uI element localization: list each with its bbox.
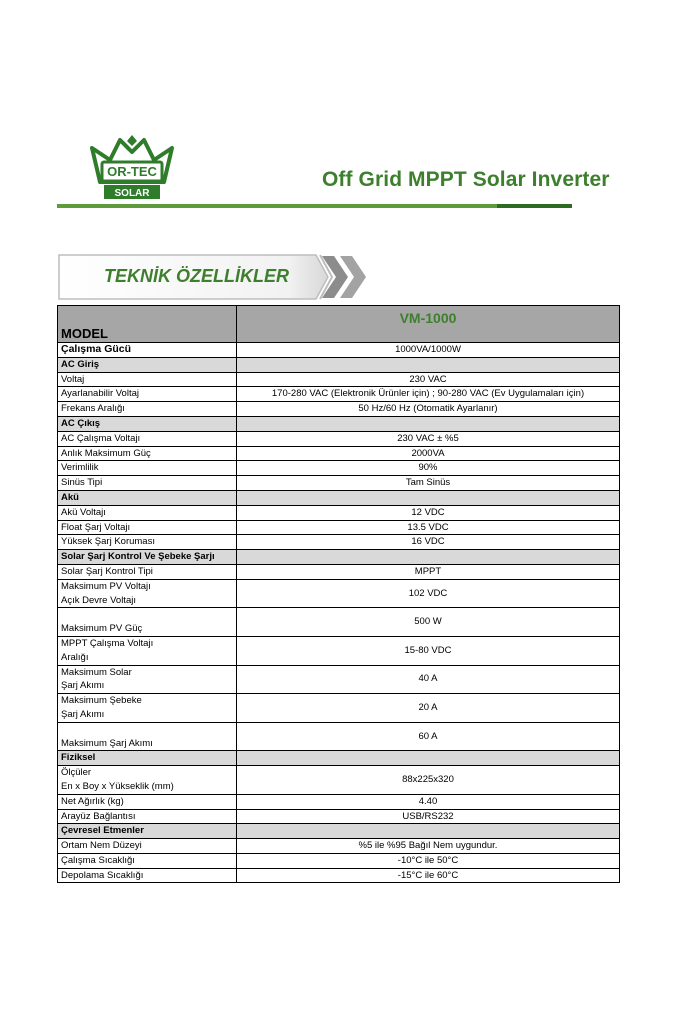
spec-value: USB/RS232 (237, 809, 620, 824)
spec-label (58, 564, 237, 579)
spec-label-line: Şarj Akımı (61, 680, 105, 692)
spec-label (58, 372, 237, 387)
spec-value: 230 VAC ± %5 (237, 431, 620, 446)
spec-label (58, 431, 237, 446)
category-filler (237, 416, 620, 431)
category-row (58, 416, 620, 431)
spec-label (58, 608, 237, 637)
spec-label-line: Çalışma Sıcaklığı (61, 854, 135, 866)
spec-label-line: Sinüs Tipi (61, 477, 103, 489)
spec-label (58, 766, 237, 795)
spec-row (58, 446, 620, 461)
logo-text-bottom: SOLAR (114, 188, 150, 199)
spec-label (58, 839, 237, 854)
category-label: Solar Şarj Kontrol Ve Şebeke Şarjı (58, 550, 237, 565)
category-label: Çevresel Etmenler (58, 824, 237, 839)
spec-label-line: Maksimum Solar (61, 666, 132, 678)
spec-value: 500 W (237, 608, 620, 637)
or-tec-solar-logo (88, 132, 176, 204)
spec-label-line: Aralığı (61, 651, 89, 663)
category-filler (237, 357, 620, 372)
spec-value: MPPT (237, 564, 620, 579)
spec-label-line: Maksimum PV Güç (61, 623, 143, 635)
spec-label-line: Float Şarj Voltajı (61, 521, 131, 533)
spec-label (58, 505, 237, 520)
spec-row (58, 476, 620, 491)
spec-label-line: Maksimum Şarj Akımı (61, 737, 153, 749)
spec-label-line: Anlık Maksimum Güç (61, 447, 151, 459)
spec-row (58, 665, 620, 694)
spec-row (58, 839, 620, 854)
spec-label (58, 520, 237, 535)
spec-label-line: En x Boy x Yükseklik (mm) (61, 780, 174, 792)
spec-value: 4.40 (237, 794, 620, 809)
spec-value: 40 A (237, 665, 620, 694)
category-label: Akü (58, 490, 237, 505)
header-divider (57, 204, 572, 208)
spec-value: 90% (237, 461, 620, 476)
model-label: MODEL (58, 306, 237, 343)
spec-label-line: Depolama Sıcaklığı (61, 869, 144, 881)
model-row (58, 306, 620, 343)
spec-value: %5 ile %95 Bağıl Nem uygundur. (237, 839, 620, 854)
spec-label-line: Verimlilik (61, 462, 99, 474)
spec-row (58, 402, 620, 417)
spec-label (58, 809, 237, 824)
spec-row (58, 579, 620, 608)
spec-value: -15°C ile 60°C (237, 868, 620, 883)
spec-label (58, 794, 237, 809)
spec-label-line: Frekans Aralığı (61, 403, 125, 415)
spec-label-line: Maksimum PV Voltajı (61, 580, 151, 592)
spec-label-line: Yüksek Şarj Koruması (61, 536, 155, 548)
spec-value: 88x225x320 (237, 766, 620, 795)
category-label: AC Giriş (58, 357, 237, 372)
spec-label-line: MPPT Çalışma Voltajı (61, 637, 154, 649)
spec-label-line: Arayüz Bağlantısı (61, 810, 136, 822)
category-row (58, 824, 620, 839)
category-filler (237, 550, 620, 565)
spec-row (58, 809, 620, 824)
spec-value: 15-80 VDC (237, 636, 620, 665)
spec-label-line: Voltaj (61, 373, 85, 385)
spec-label (58, 446, 237, 461)
spec-row (58, 520, 620, 535)
spec-row (58, 766, 620, 795)
power-row (58, 343, 620, 358)
spec-label-line (61, 723, 233, 737)
spec-row (58, 431, 620, 446)
spec-value: 50 Hz/60 Hz (Otomatik Ayarlanır) (237, 402, 620, 417)
spec-value: 60 A (237, 722, 620, 751)
spec-label-line: Net Ağırlık (kg) (61, 795, 124, 807)
section-title: TEKNİK ÖZELLİKLER (104, 266, 289, 286)
category-label: Fiziksel (58, 751, 237, 766)
spec-row (58, 868, 620, 883)
spec-label-line: Ayarlanabilir Voltaj (61, 388, 139, 400)
spec-label-line: Ölçüler (61, 767, 92, 779)
spec-row (58, 372, 620, 387)
spec-value: 13.5 VDC (237, 520, 620, 535)
spec-label-line: Maksimum Şebeke (61, 695, 142, 707)
spec-label (58, 476, 237, 491)
spec-label-line: Solar Şarj Kontrol Tipi (61, 565, 153, 577)
spec-label (58, 461, 237, 476)
spec-row (58, 608, 620, 637)
page-title: Off Grid MPPT Solar Inverter (322, 168, 610, 191)
spec-label-line: Açık Devre Voltajı (61, 594, 136, 606)
spec-value: 12 VDC (237, 505, 620, 520)
spec-label-line: AC Çalışma Voltajı (61, 432, 141, 444)
spec-row (58, 694, 620, 723)
spec-value: 230 VAC (237, 372, 620, 387)
spec-row (58, 636, 620, 665)
spec-label (58, 579, 237, 608)
spec-row (58, 853, 620, 868)
category-row (58, 490, 620, 505)
spec-label (58, 853, 237, 868)
spec-label (58, 868, 237, 883)
spec-label-line: Şarj Akımı (61, 708, 105, 720)
spec-label-line (61, 608, 233, 622)
category-label: AC Çıkış (58, 416, 237, 431)
category-filler (237, 824, 620, 839)
spec-row (58, 461, 620, 476)
spec-label (58, 722, 237, 751)
model-value: VM-1000 (237, 306, 620, 343)
category-filler (237, 751, 620, 766)
spec-label (58, 387, 237, 402)
spec-value: 20 A (237, 694, 620, 723)
power-label: Çalışma Gücü (58, 343, 237, 358)
spec-label (58, 694, 237, 723)
category-filler (237, 490, 620, 505)
spec-row (58, 387, 620, 402)
spec-value: -10°C ile 50°C (237, 853, 620, 868)
spec-label (58, 636, 237, 665)
category-row (58, 357, 620, 372)
spec-value: 170-280 VAC (Elektronik Ürünler için) ; 90-280 VAC (Ev Uygulamaları için) (237, 387, 620, 402)
spec-row (58, 505, 620, 520)
spec-row (58, 564, 620, 579)
logo-text-top: OR-TEC (107, 164, 157, 179)
category-row (58, 550, 620, 565)
header-divider-accent (497, 204, 572, 208)
spec-row (58, 535, 620, 550)
power-value: 1000VA/1000W (237, 343, 620, 358)
spec-label-line: Akü Voltajı (61, 506, 106, 518)
spec-table-body (58, 306, 620, 883)
spec-row (58, 722, 620, 751)
category-row (58, 751, 620, 766)
spec-label (58, 535, 237, 550)
spec-value: 102 VDC (237, 579, 620, 608)
spec-value: Tam Sinüs (237, 476, 620, 491)
spec-label (58, 402, 237, 417)
spec-value: 2000VA (237, 446, 620, 461)
spec-label-line: Ortam Nem Düzeyi (61, 840, 142, 852)
spec-table (57, 305, 620, 883)
spec-value: 16 VDC (237, 535, 620, 550)
spec-row (58, 794, 620, 809)
spec-label (58, 665, 237, 694)
